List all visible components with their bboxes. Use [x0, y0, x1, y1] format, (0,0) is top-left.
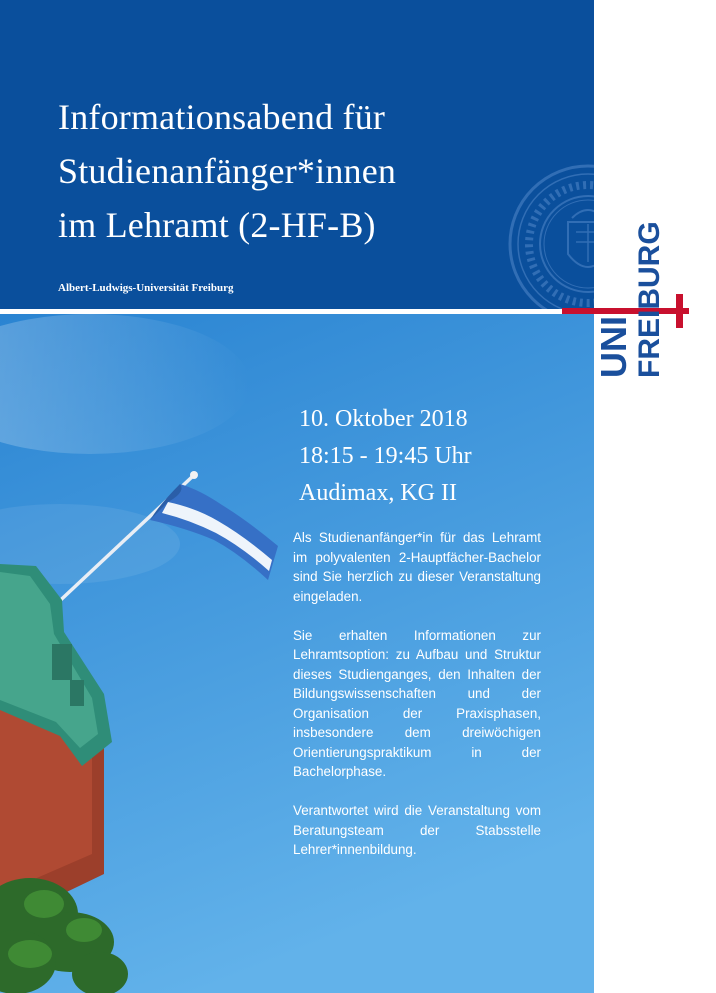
event-info	[299, 401, 472, 512]
body-paragraph: Sie erhalten Informationen zur Lehramtsoption: zu Aufbau und Struktur dieses Studienganges, den Inhalten der Bildungswissenschaften und der Organisation der Praxisphasen, insbesondere dem dreiwöchigen Orientierungspraktikum in der Bachelorphase.	[293, 627, 541, 779]
body-paragraph: Verantwortet wird die Veranstaltung vom Beratungsteam der Stabsstelle Lehrer*innenbildung.	[293, 803, 541, 857]
logo-strip	[594, 0, 716, 993]
body-paragraph: Als Studienanfänger*in für das Lehramt im polyvalenten 2-Hauptfächer-Bachelor sind Sie herzlich zu dieser Veranstaltung eingeladen.	[293, 530, 541, 604]
title-line: im Lehramt (2-HF-B)	[58, 205, 376, 245]
uni-freiburg-logo	[562, 198, 696, 388]
logo-text-uni: UNI	[593, 316, 634, 378]
event-location: Audimax, KG II	[299, 480, 457, 506]
logo-text-freiburg: FREIBURG	[633, 221, 666, 378]
event-time: 18:15 - 19:45 Uhr	[299, 443, 472, 469]
header-band	[0, 0, 594, 309]
poster-title	[58, 90, 396, 252]
title-line: Studienanfänger*innen	[58, 151, 397, 191]
event-date: 10. Oktober 2018	[299, 406, 468, 432]
title-line: Informationsabend für	[58, 97, 386, 137]
university-name: Albert-Ludwigs-Universität Freiburg	[58, 282, 234, 294]
body-text	[293, 528, 541, 879]
